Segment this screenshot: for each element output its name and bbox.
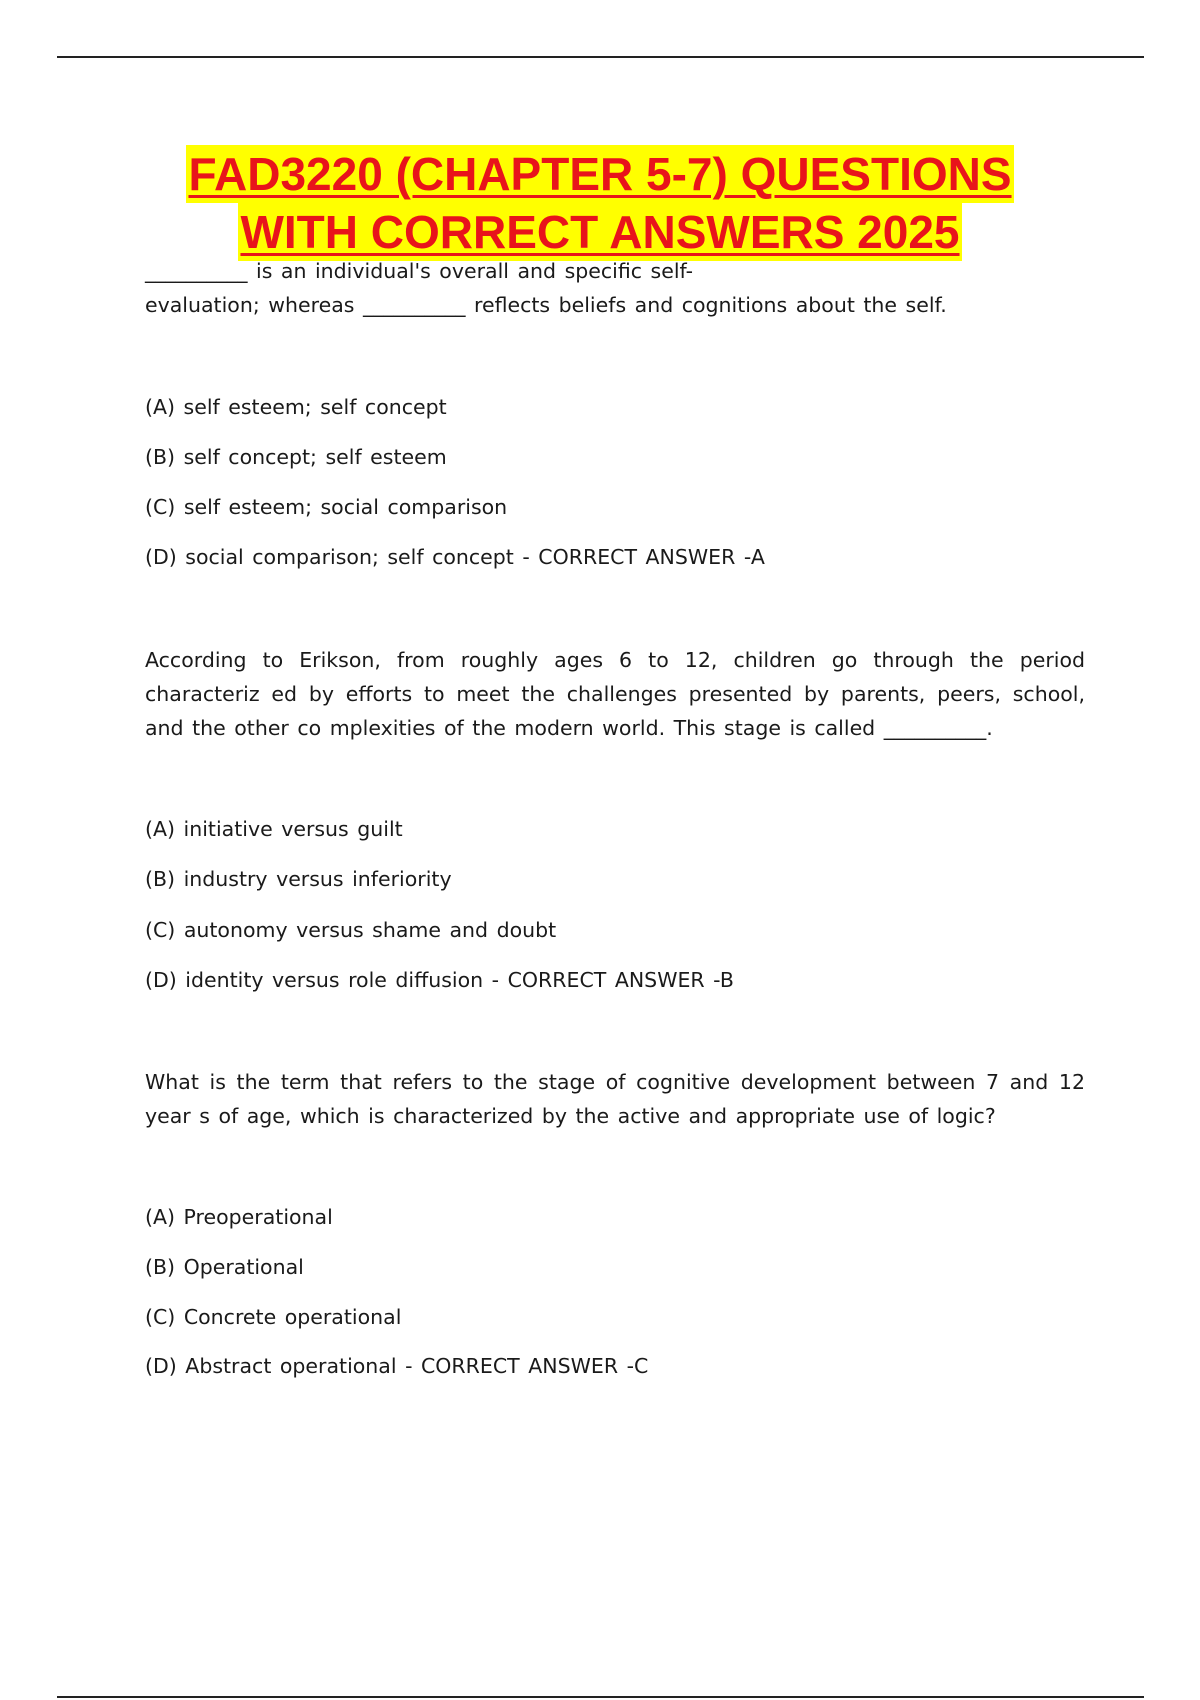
bottom-rule xyxy=(57,1696,1144,1698)
question-1-option-d-answer: (D) social comparison; self concept - CORRECT ANSWER -A xyxy=(145,545,765,569)
question-2-option-a: (A) initiative versus guilt xyxy=(145,817,403,841)
document-title xyxy=(0,145,1200,261)
question-2-option-b: (B) industry versus inferiority xyxy=(145,867,452,891)
question-3-option-d-answer: (D) Abstract operational - CORRECT ANSWER -C xyxy=(145,1354,649,1378)
question-1-option-a: (A) self esteem; self concept xyxy=(145,395,447,419)
question-3-option-a: (A) Preoperational xyxy=(145,1205,333,1229)
title-line-2: WITH CORRECT ANSWERS 2025 xyxy=(238,203,961,261)
top-rule xyxy=(57,56,1144,58)
title-line-1: FAD3220 (CHAPTER 5-7) QUESTIONS xyxy=(186,145,1013,203)
question-1-option-b: (B) self concept; self esteem xyxy=(145,445,447,469)
question-3-option-c: (C) Concrete operational xyxy=(145,1305,402,1329)
question-3-option-b: (B) Operational xyxy=(145,1255,304,1279)
question-3-text: What is the term that refers to the stage of cognitive development between 7 and 12 year s of age, which is characterized by the active and appropriate use of logic? xyxy=(145,1070,1085,1128)
question-1-text: __________ is an individual's overall and specific self- evaluation; whereas __________ reflects beliefs and cognitions about the self. xyxy=(145,259,947,317)
question-1-option-c: (C) self esteem; social comparison xyxy=(145,495,508,519)
question-2-text: According to Erikson, from roughly ages 6 to 12, children go through the period characteriz ed by efforts to meet the challenges presented by parents, peers, school, and the other co mplexities of the modern world. This stage is called __________. xyxy=(145,648,1085,740)
question-2-option-d-answer: (D) identity versus role diffusion - CORRECT ANSWER -B xyxy=(145,968,734,992)
question-2-option-c: (C) autonomy versus shame and doubt xyxy=(145,918,557,942)
